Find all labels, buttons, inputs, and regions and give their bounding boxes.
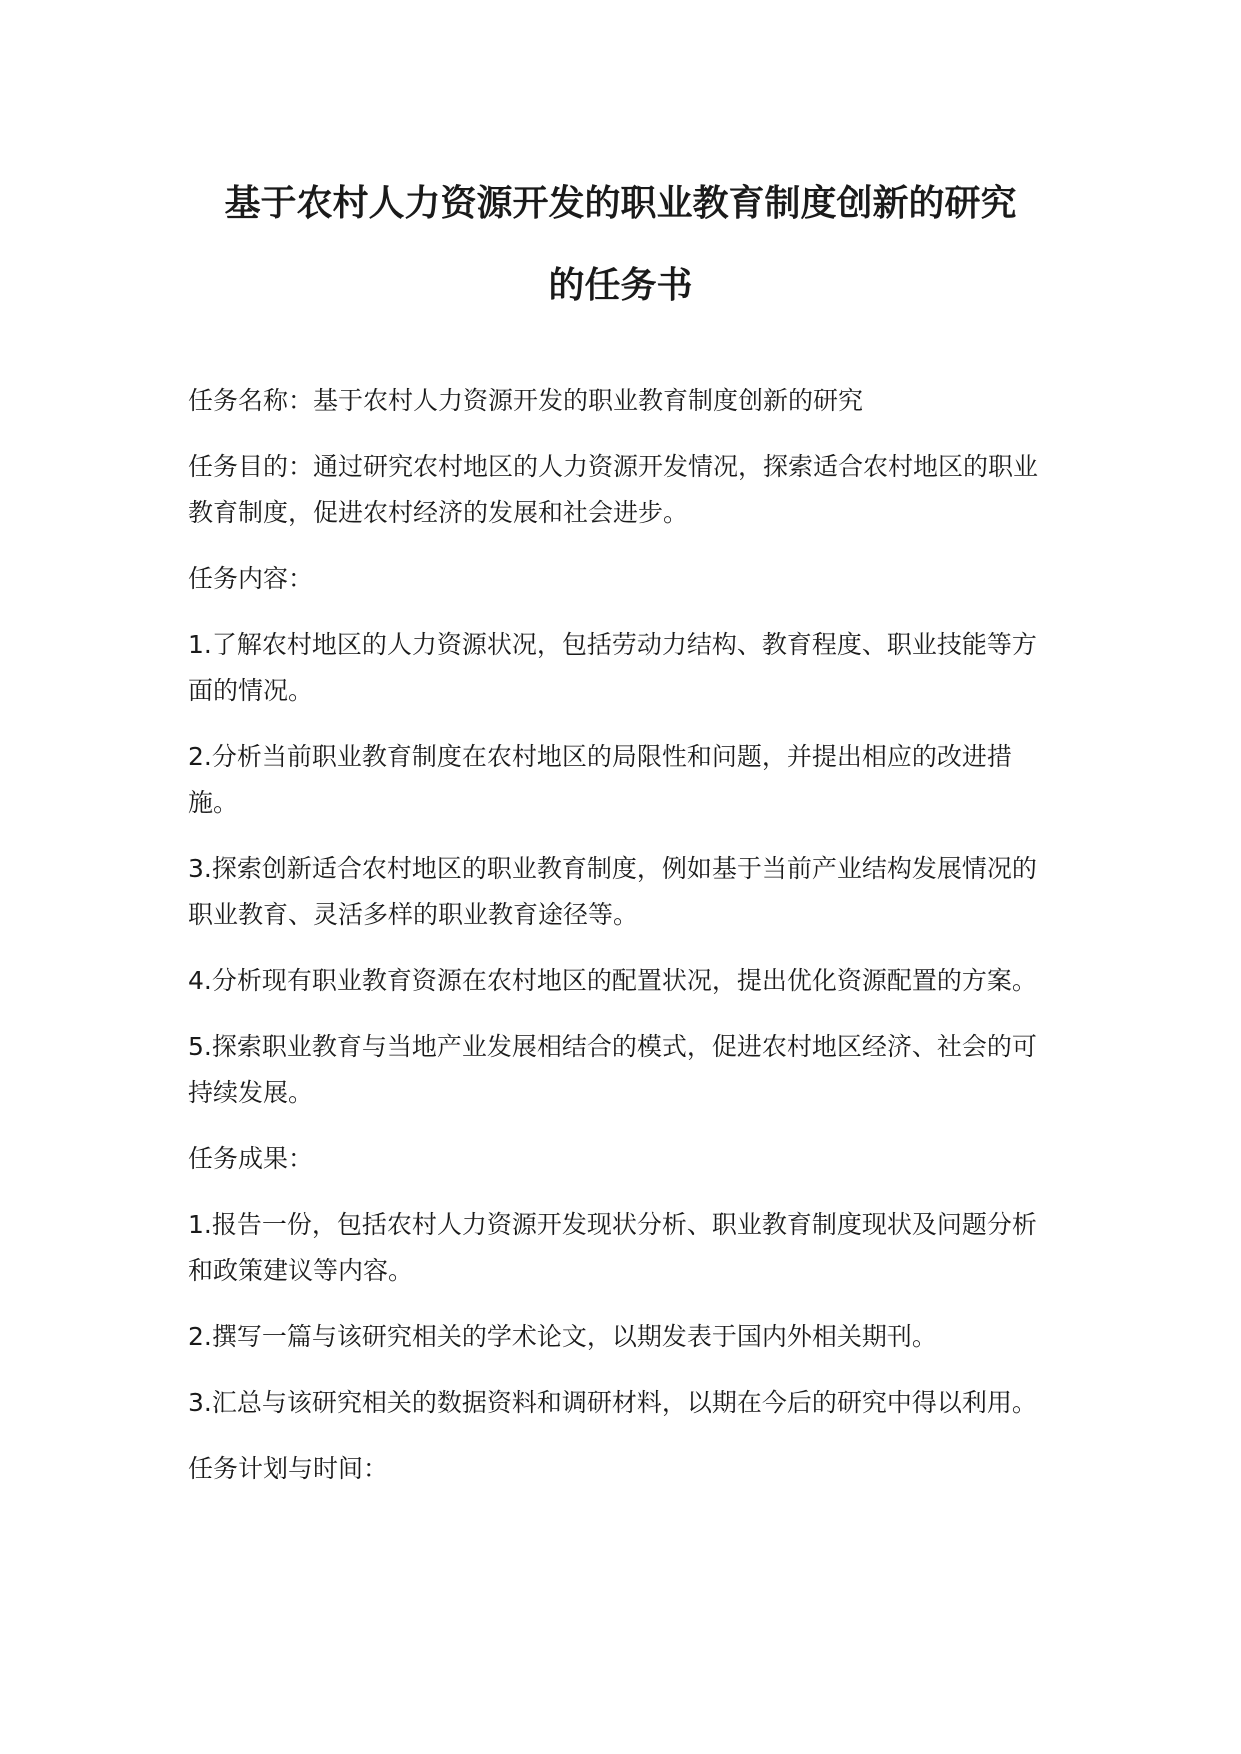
- task-plan-heading: 任务计划与时间：: [188, 1454, 389, 1483]
- task-name-paragraph: 任务名称：基于农村人力资源开发的职业教育制度创新的研究: [188, 386, 864, 415]
- task-content-item-4: 4.分析现有职业教育资源在农村地区的配置状况，提出优化资源配置的方案。: [188, 966, 1037, 995]
- document-title-line-2: 的任务书: [548, 265, 693, 306]
- task-results-item-3: 3.汇总与该研究相关的数据资料和调研材料，以期在今后的研究中得以利用。: [188, 1388, 1037, 1417]
- task-content-item-2: 2.分析当前职业教育制度在农村地区的局限性和问题，并提出相应的改进措施。: [188, 742, 1012, 817]
- task-purpose-paragraph: 任务目的：通过研究农村地区的人力资源开发情况，探索适合农村地区的职业教育制度，促进农村经济的发展和社会进步。: [188, 452, 1039, 527]
- document-title-line-1: 基于农村人力资源开发的职业教育制度创新的研究: [224, 183, 1017, 224]
- task-content-item-5: 5.探索职业教育与当地产业发展相结合的模式，促进农村地区经济、社会的可持续发展。: [188, 1032, 1037, 1107]
- task-results-heading: 任务成果：: [188, 1144, 314, 1173]
- document-body: [188, 378, 1054, 1492]
- task-results-item-2: 2.撰写一篇与该研究相关的学术论文，以期发表于国内外相关期刊。: [188, 1322, 937, 1351]
- task-content-heading: 任务内容：: [188, 564, 314, 593]
- task-content-item-1: 1.了解农村地区的人力资源状况，包括劳动力结构、教育程度、职业技能等方面的情况。: [188, 630, 1037, 705]
- task-content-item-3: 3.探索创新适合农村地区的职业教育制度，例如基于当前产业结构发展情况的职业教育、灵活多样的职业教育途径等。: [188, 854, 1037, 929]
- task-results-item-1: 1.报告一份，包括农村人力资源开发现状分析、职业教育制度现状及问题分析和政策建议等内容。: [188, 1210, 1037, 1285]
